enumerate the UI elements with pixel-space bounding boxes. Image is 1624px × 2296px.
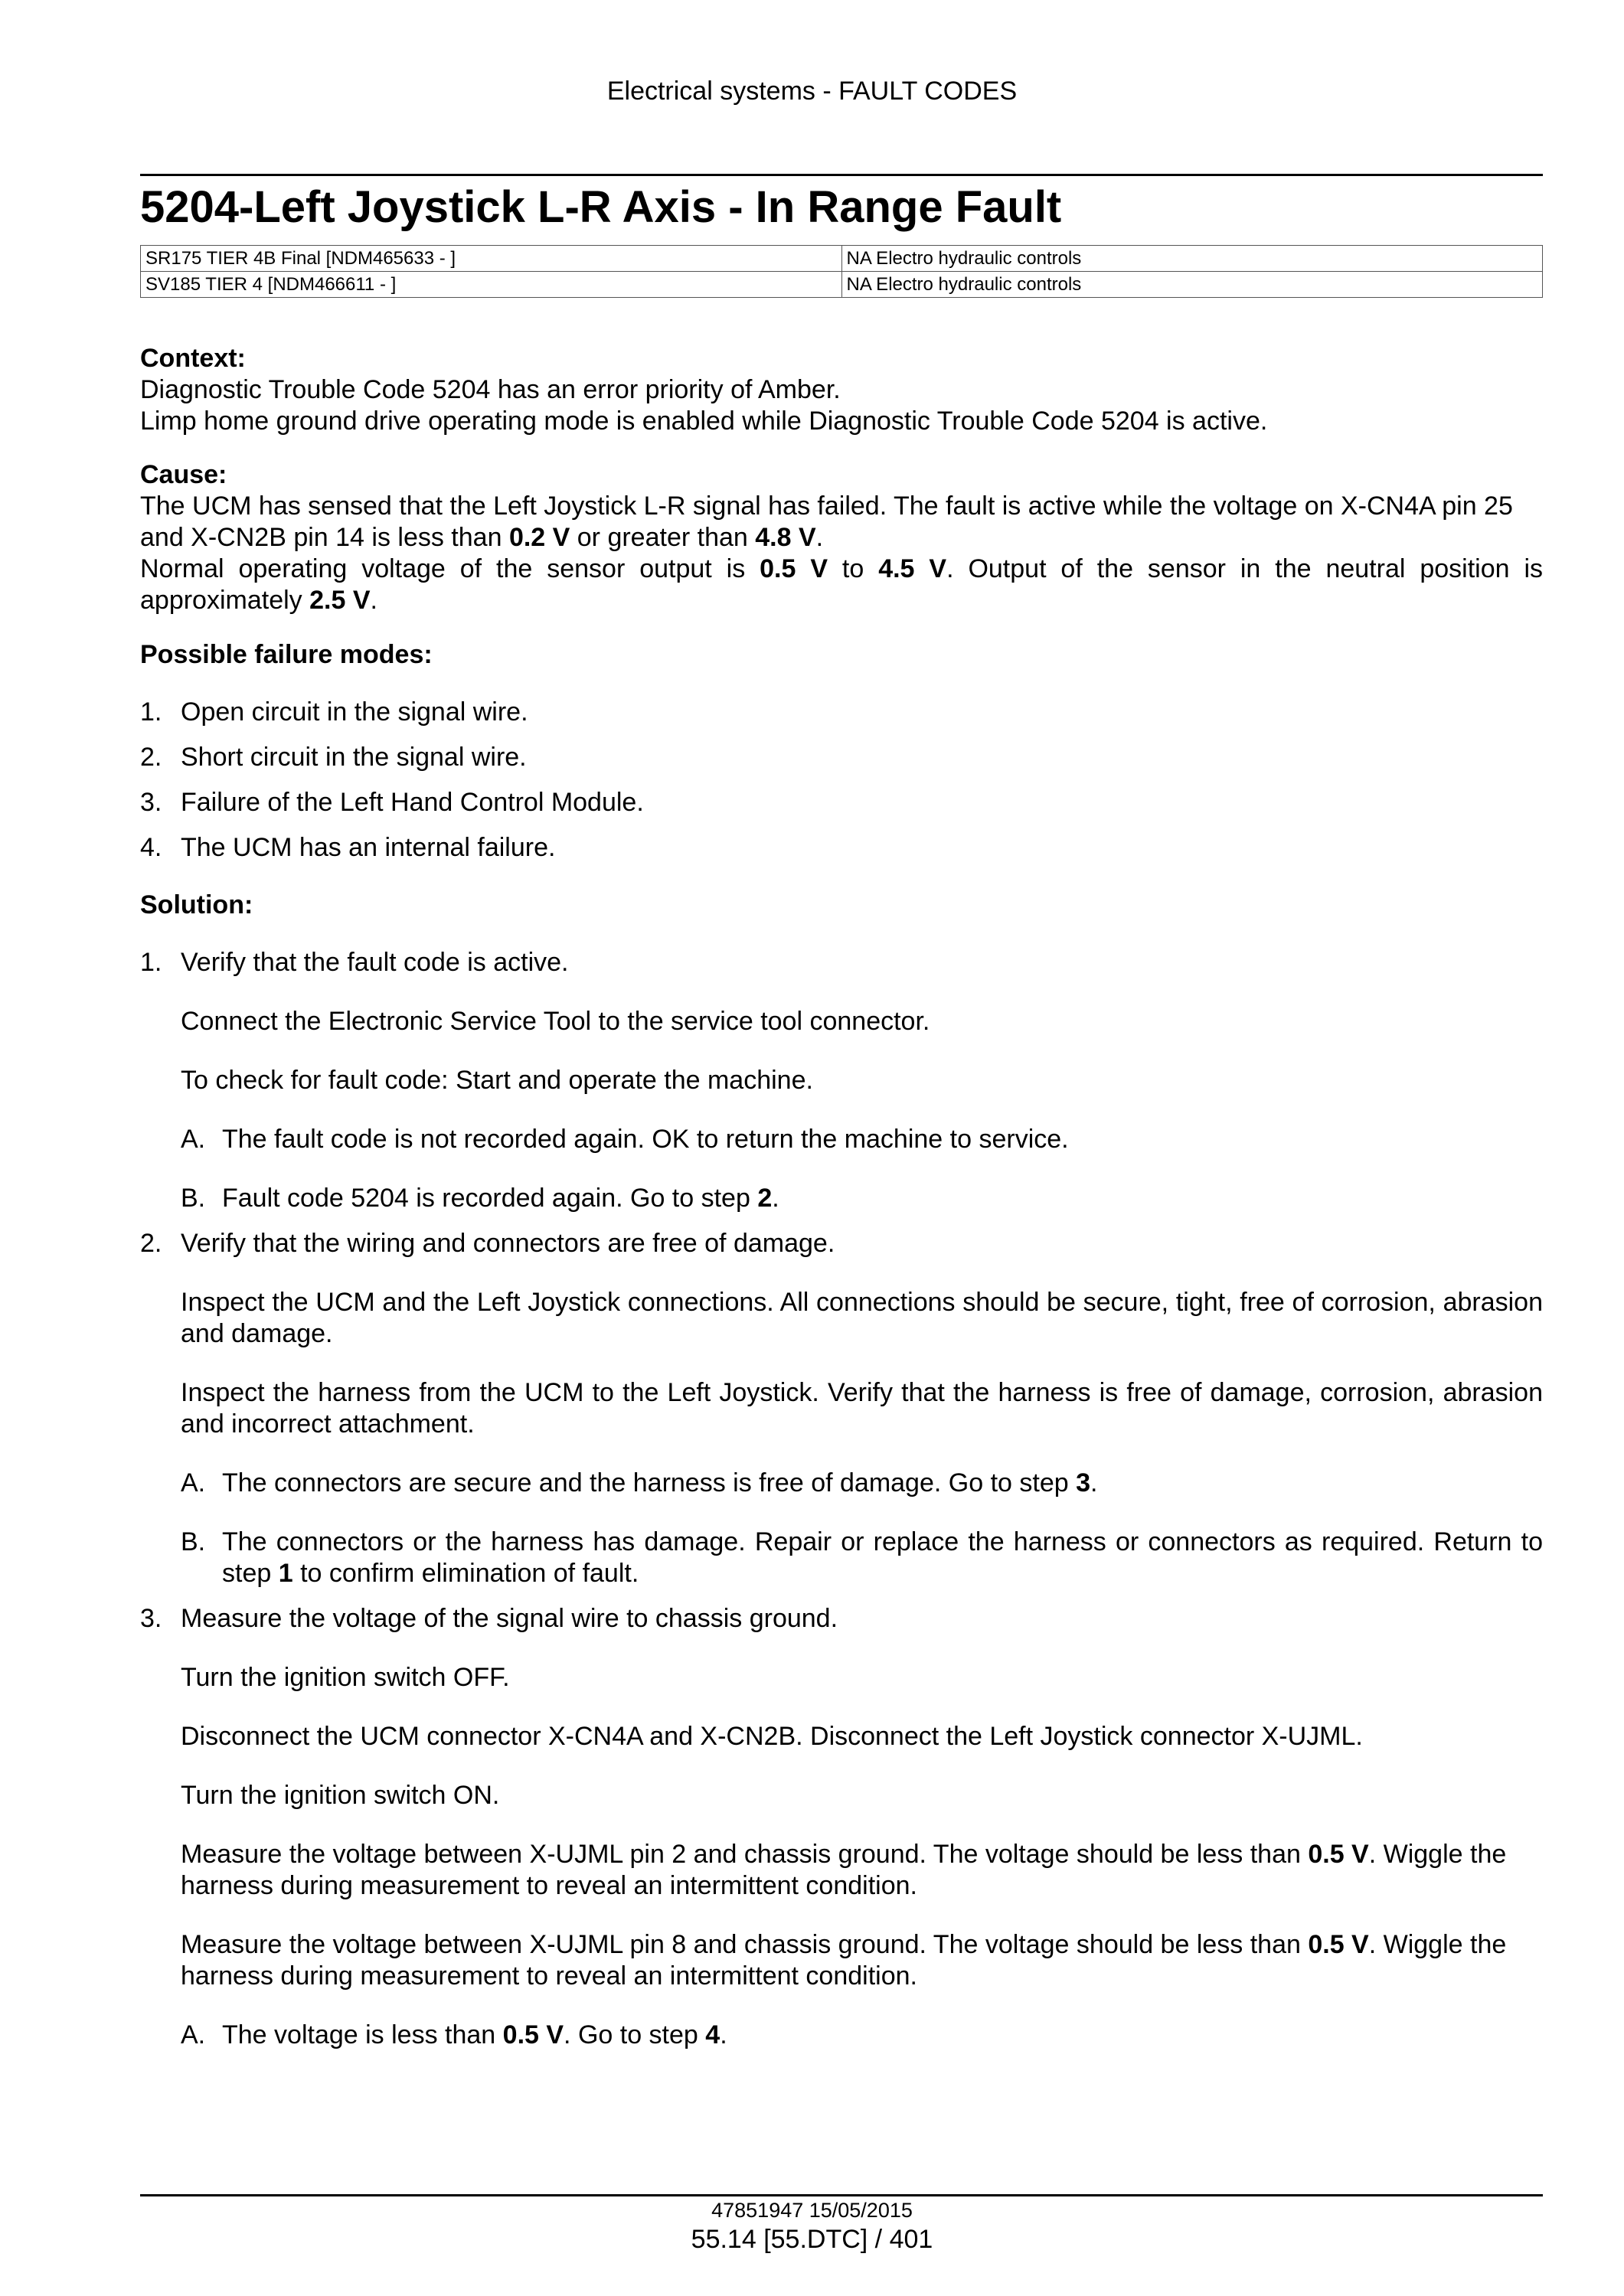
option-letter: A. [181, 1468, 206, 1497]
top-rule [140, 174, 1543, 176]
context-heading: Context: [140, 344, 246, 373]
value: 0.5 V [1308, 1930, 1369, 1959]
step-paragraph [181, 1929, 1543, 1992]
option-text: . Go to step [564, 2020, 706, 2049]
step-title: Measure the voltage of the signal wire to chassis ground. [181, 1604, 838, 1633]
step-paragraph: Turn the ignition switch ON. [181, 1781, 500, 1810]
model-cell: SR175 TIER 4B Final [NDM465633 - ] [141, 246, 842, 272]
failure-modes-section [140, 639, 1543, 864]
text: . Wiggle the harness during measurement to reveal an intermittent condition. [181, 1930, 1507, 1991]
text: . [815, 523, 824, 552]
option-text: The voltage is less than [222, 2020, 503, 2049]
step-paragraph: Turn the ignition switch OFF. [181, 1663, 510, 1692]
option-letter: B. [181, 1527, 206, 1556]
option-text: . [1090, 1468, 1098, 1497]
config-cell: NA Electro hydraulic controls [841, 246, 1543, 272]
step-reference: 3 [1076, 1468, 1090, 1497]
step-title: Verify that the wiring and connectors are free of damage. [181, 1229, 835, 1258]
model-cell: SV185 TIER 4 [NDM466611 - ] [141, 272, 842, 298]
value: 0.5 V [1308, 1840, 1369, 1869]
option-text: The fault code is not recorded again. OK to return the machine to service. [222, 1125, 1069, 1154]
option-letter: A. [181, 2020, 206, 2049]
step-paragraph [181, 1839, 1543, 1902]
context-line: Diagnostic Trouble Code 5204 has an error priority of Amber. [140, 375, 841, 404]
page-number: 55.14 [55.DTC] / 401 [691, 2225, 933, 2254]
item-number: 2. [140, 743, 162, 772]
step-number: 2. [140, 1229, 162, 1258]
value: 0.5 V [502, 2020, 564, 2049]
item-text: Open circuit in the signal wire. [181, 697, 528, 727]
text: . Wiggle the harness during measurement to reveal an intermittent condition. [181, 1840, 1507, 1900]
option-text: to confirm elimination of fault. [292, 1559, 639, 1588]
table-row [141, 246, 1543, 272]
value: 4.8 V [755, 523, 816, 552]
list-item [140, 832, 1543, 864]
solution-section [140, 890, 1543, 2051]
step-paragraph: Connect the Electronic Service Tool to the service tool connector. [181, 1007, 930, 1036]
option-text: The connectors are secure and the harness is free of damage. Go to step [222, 1468, 1077, 1497]
step-paragraph: Inspect the harness from the UCM to the Left Joystick. Verify that the harness is free of damage, corrosion, abrasion and incorrect attachment. [181, 1378, 1543, 1439]
text: Measure the voltage between X-UJML pin 2 and chassis ground. The voltage should be less than [181, 1840, 1309, 1869]
list-item [140, 742, 1543, 773]
text: to [828, 554, 879, 583]
item-text: Short circuit in the signal wire. [181, 743, 527, 772]
failure-modes-list [140, 697, 1543, 864]
solution-step [140, 1603, 1543, 2051]
list-item [140, 787, 1543, 818]
value: 0.2 V [508, 523, 570, 552]
text: Normal operating voltage of the sensor output is [140, 554, 760, 583]
option-letter: A. [181, 1125, 206, 1154]
page-title: 5204-Left Joystick L-R Axis - In Range Fault [140, 182, 1062, 232]
solution-step [140, 1228, 1543, 1589]
step-option [181, 2020, 1543, 2051]
option-text: . [720, 2020, 727, 2049]
cause-heading: Cause: [140, 460, 227, 489]
step-reference: 1 [278, 1559, 293, 1588]
failure-modes-heading: Possible failure modes: [140, 640, 433, 669]
option-letter: B. [181, 1184, 206, 1213]
cause-paragraph [140, 554, 1543, 616]
context-section [140, 343, 1543, 437]
step-number: 3. [140, 1604, 162, 1633]
item-text: The UCM has an internal failure. [181, 833, 556, 862]
step-paragraph: To check for fault code: Start and operate the machine. [181, 1066, 813, 1095]
item-number: 3. [140, 788, 162, 817]
solution-heading: Solution: [140, 890, 253, 919]
step-option [181, 1183, 1543, 1214]
value: 0.5 V [760, 554, 828, 583]
step-title: Verify that the fault code is active. [181, 948, 569, 977]
cause-section [140, 459, 1543, 616]
step-reference: 2 [757, 1184, 773, 1213]
text: Measure the voltage between X-UJML pin 8 and chassis ground. The voltage should be less than [181, 1930, 1309, 1959]
item-number: 1. [140, 697, 162, 727]
step-paragraph: Disconnect the UCM connector X-CN4A and X-CN2B. Disconnect the Left Joystick connector X-UJML. [181, 1722, 1363, 1751]
context-line: Limp home ground drive operating mode is enabled while Diagnostic Trouble Code 5204 is active. [140, 407, 1268, 436]
page-header: Electrical systems - FAULT CODES [606, 77, 1018, 106]
option-text: Fault code 5204 is recorded again. Go to step [222, 1184, 758, 1213]
document-id: 47851947 15/05/2015 [711, 2199, 913, 2222]
step-option [181, 1124, 1543, 1155]
main-content [140, 343, 1543, 2051]
step-number: 1. [140, 948, 162, 977]
config-cell: NA Electro hydraulic controls [841, 272, 1543, 298]
cause-paragraph [140, 491, 1543, 554]
solution-step [140, 947, 1543, 1214]
item-text: Failure of the Left Hand Control Module. [181, 788, 644, 817]
text: . [370, 586, 377, 615]
solution-steps [140, 947, 1543, 2051]
text: The UCM has sensed that the Left Joystick L-R signal has failed. The fault is active while the voltage on X-CN4A pin 25 and X-CN2B pin 14 is less than [140, 492, 1513, 552]
item-number: 4. [140, 833, 162, 862]
text: . Output of the sensor in the neutral position is approximately [140, 554, 1544, 615]
value: 4.5 V [878, 554, 947, 583]
option-text: The connectors or the harness has damage. Repair or replace the harness or connectors as required. Return to step [222, 1527, 1543, 1588]
applicability-table [140, 245, 1543, 298]
bottom-rule [140, 2194, 1543, 2196]
step-paragraph: Inspect the UCM and the Left Joystick connections. All connections should be secure, tight, free of corrosion, abrasion and damage. [181, 1288, 1543, 1348]
value: 2.5 V [309, 586, 371, 615]
option-text: . [772, 1184, 779, 1213]
text: or greater than [570, 523, 756, 552]
step-option [181, 1468, 1543, 1499]
table-row [141, 272, 1543, 298]
step-option [181, 1527, 1543, 1589]
list-item [140, 697, 1543, 728]
step-reference: 4 [705, 2020, 721, 2049]
